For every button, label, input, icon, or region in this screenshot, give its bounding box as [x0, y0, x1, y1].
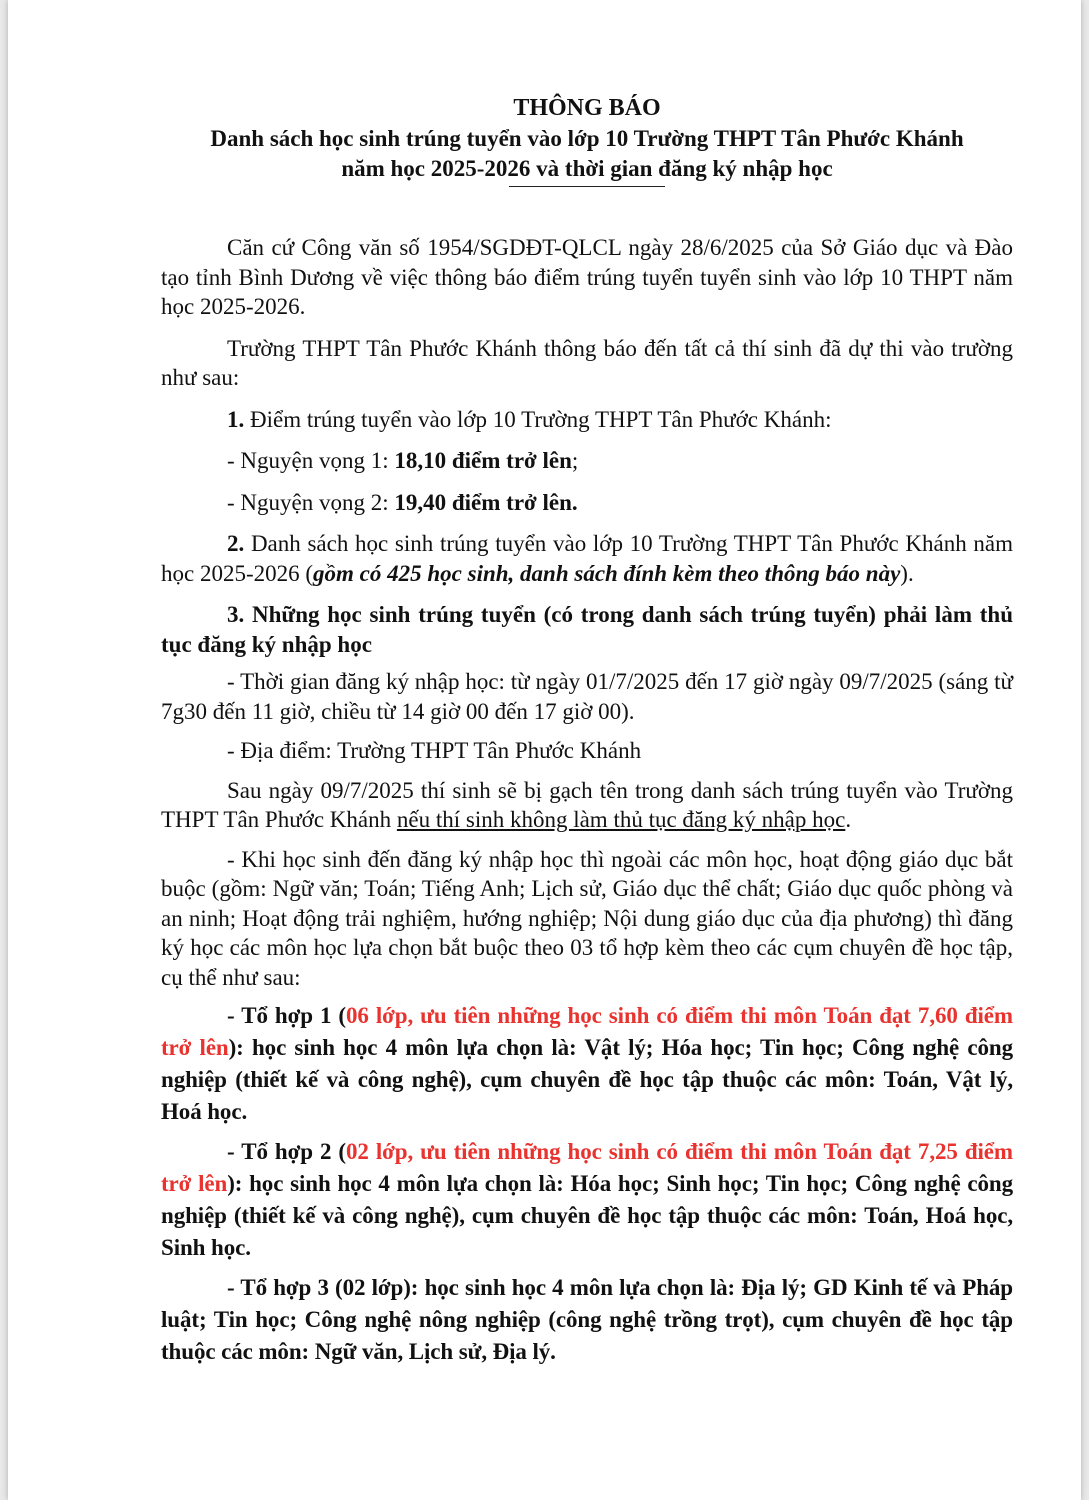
- section-1-text: Điểm trúng tuyển vào lớp 10 Trường THPT Tân Phước Khánh:: [244, 406, 832, 432]
- wish-2-line: [161, 488, 1013, 518]
- registration-time: - Thời gian đăng ký nhập học: từ ngày 01/7/2025 đến 17 giờ ngày 09/7/2025 (sáng từ 7g30 đến 11 giờ, chiều từ 14 giờ 00 đến 17 giờ 00).: [161, 669, 1013, 724]
- combination-1-label: - Tổ hợp 1 (: [227, 1003, 346, 1028]
- wish-1-line: [161, 446, 1013, 476]
- wish-2-label: - Nguyện vọng 2:: [227, 489, 395, 515]
- combination-2: [161, 1136, 1013, 1264]
- deadline-warning: [161, 776, 1013, 835]
- document-title: THÔNG BÁO: [513, 95, 661, 121]
- section-2-paragraph: [161, 529, 1013, 588]
- section-1-number: 1.: [227, 406, 245, 432]
- deadline-warning-underlined: nếu thí sinh không làm thủ tục đăng ký nhập học: [396, 807, 846, 832]
- document-page: [8, 0, 1081, 1500]
- paragraph-legal-basis: Căn cứ Công văn số 1954/SGDĐT-QLCL ngày 28/6/2025 của Sở Giáo dục và Đào tạo tỉnh Bình Dương về việc thông báo điểm trúng tuyển tuyển sinh vào lớp 10 THPT năm học 2025-2026.: [161, 235, 1013, 319]
- deadline-warning-end: .: [845, 807, 852, 832]
- combination-2-label: - Tổ hợp 2 (: [227, 1139, 346, 1164]
- document-subtitle-line1: Danh sách học sinh trúng tuyển vào lớp 10 Trường THPT Tân Phước Khánh: [210, 126, 964, 151]
- title-divider: [509, 186, 665, 187]
- section-2-end: ).: [900, 560, 914, 586]
- registration-location: - Địa điểm: Trường THPT Tân Phước Khánh: [227, 738, 642, 763]
- combination-2-details: ): học sinh học 4 môn lựa chọn là: Hóa học; Sinh học; Tin học; Công nghệ công nghiệp (thiết kế và công nghệ), cụm chuyên đề học tập thuộc các môn: Toán, Hoá học, Sinh học.: [161, 1171, 1014, 1260]
- combination-3: - Tổ hợp 3 (02 lớp): học sinh học 4 môn lựa chọn là: Địa lý; GD Kinh tế và Pháp luật; Tin học; Công nghệ nông nghiệp (công nghệ trồng trọt), cụm chuyên đề học tập thuộc các môn: Ngữ văn, Lịch sử, Địa lý.: [161, 1275, 1013, 1364]
- subject-registration-info: - Khi học sinh đến đăng ký nhập học thì ngoài các môn học, hoạt động giáo dục bắt buộc (gồm: Ngữ văn; Toán; Tiếng Anh; Lịch sử, Giáo dục thể chất; Giáo dục quốc phòng và an ninh; Hoạt động trải nghiệm, hướng nghiệp; Nội dung giáo dục của địa phương) thì đăng ký học các môn học lựa chọn bắt buộc theo 03 tổ hợp kèm theo các cụm chuyên đề học tập, cụ thể như sau:: [161, 846, 1013, 990]
- combination-2-priority: 02 lớp, ưu tiên những học sinh có điểm thi môn Toán đạt 7,25 điểm trở lên: [161, 1139, 1013, 1196]
- section-1-heading: [161, 405, 1013, 435]
- wish-1-label: - Nguyện vọng 1:: [227, 448, 395, 473]
- section-3-heading: 3. Những học sinh trúng tuyển (có trong danh sách trúng tuyển) phải làm thủ tục đăng ký nhập học: [161, 602, 1013, 657]
- combination-1-details: ): học sinh học 4 môn lựa chọn là: Vật lý; Hóa học; Tin học; Công nghệ công nghiệp (thiết kế và công nghệ), cụm chuyên đề học tập thuộc các môn: Toán, Vật lý, Hoá học.: [161, 1035, 1013, 1124]
- section-2-text: Danh sách học sinh trúng tuyển vào lớp 10 Trường THPT Tân Phước Khánh năm học 2025-2026 (: [161, 531, 1013, 586]
- section-2-number: 2.: [227, 531, 245, 556]
- wish-1-end: ;: [571, 448, 579, 473]
- document-subtitle-line2: năm học 2025-2026 và thời gian đăng ký nhập học: [341, 156, 833, 181]
- combination-1: [161, 1000, 1013, 1128]
- section-2-emphasis: gồm có 425 học sinh, danh sách đính kèm theo thông báo này: [313, 560, 901, 586]
- document-content: [161, 92, 1013, 1368]
- paragraph-announcement: Trường THPT Tân Phước Khánh thông báo đến tất cả thí sinh đã dự thi vào trường như sau:: [161, 335, 1013, 390]
- combination-1-priority: 06 lớp, ưu tiên những học sinh có điểm thi môn Toán đạt 7,60 điểm trở lên: [161, 1003, 1013, 1060]
- wish-2-score: 19,40 điểm trở lên.: [394, 489, 578, 515]
- deadline-warning-text: Sau ngày 09/7/2025 thí sinh sẽ bị gạch tên trong danh sách trúng tuyển vào Trường THPT Tân Phước Khánh: [161, 777, 1013, 832]
- wish-1-score: 18,10 điểm trở lên: [394, 448, 572, 473]
